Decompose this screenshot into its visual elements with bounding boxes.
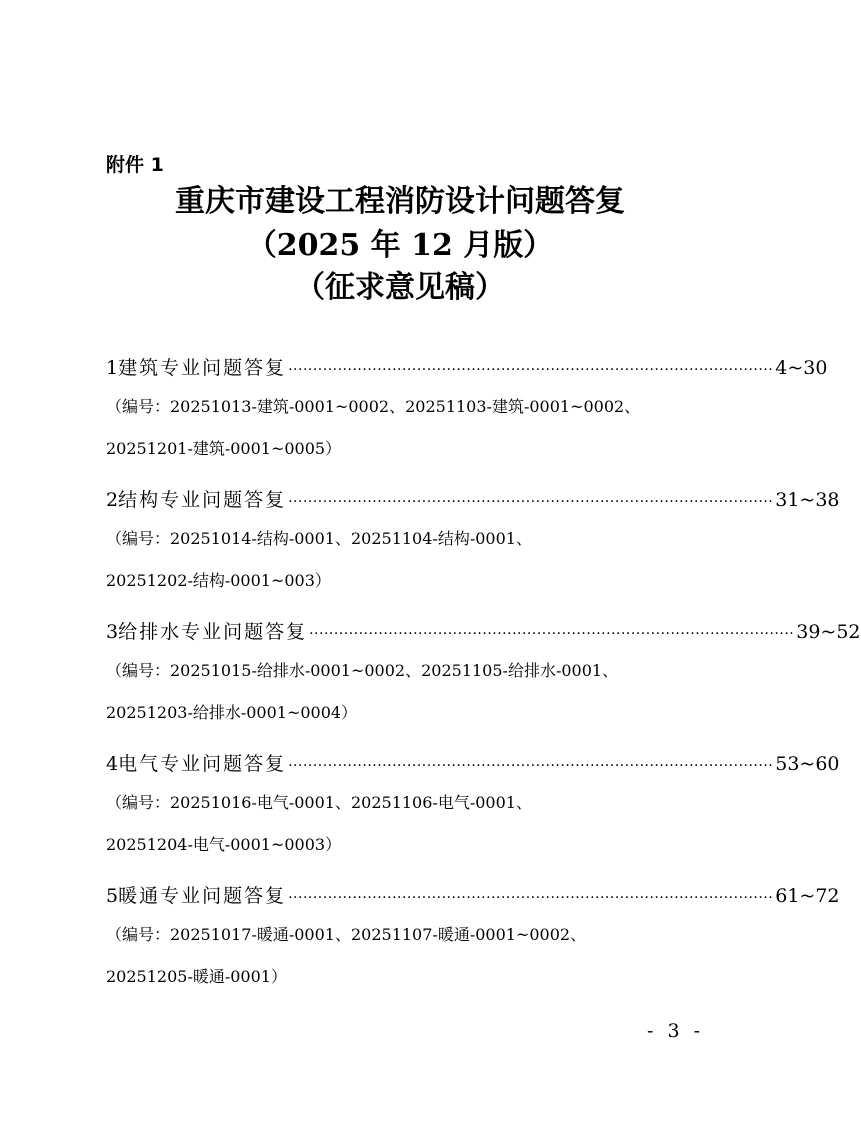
toc-entry-number: 4 — [106, 753, 119, 775]
toc-entry-number: 5 — [106, 885, 119, 907]
leader-dots: ·································································································· — [288, 362, 774, 378]
toc-entry-number: 2 — [106, 489, 119, 511]
page-number: - 3 - — [646, 1020, 704, 1042]
document-title: 重庆市建设工程消防设计问题答复 — [175, 184, 625, 219]
toc-entry-code-line: （编号：20251014-结构-0001、20251104-结构-0001、 — [106, 529, 532, 548]
toc-entry-code-line: （编号：20251013-建筑-0001~0002、20251103-建筑-0001~0002、 — [106, 397, 641, 416]
attachment-label: 附件 1 — [106, 154, 164, 176]
toc-entry-code-line: （编号：20251016-电气-0001、20251106-电气-0001、 — [106, 793, 532, 812]
table-of-contents-2 — [106, 482, 840, 602]
document-version: （2025 年 12 月版） — [246, 228, 554, 263]
toc-entry-code-line: （编号：20251017-暖通-0001、20251107-暖通-0001~0002、 — [106, 925, 587, 944]
toc-entry-heading: 建筑专业问题答复 — [118, 357, 287, 379]
toc-entry-code-line: 20251202-结构-0001~003） — [106, 571, 331, 590]
toc-entry-number: 3 — [106, 621, 119, 643]
toc-entry-heading: 暖通专业问题答复 — [118, 885, 287, 907]
toc-entry-hvac — [106, 878, 840, 998]
leader-dots: ·································································································· — [309, 626, 795, 642]
toc-entry-pages: 61~72 — [775, 885, 840, 907]
leader-dots: ·································································································· — [288, 494, 774, 510]
toc-entry-number: 1 — [106, 357, 119, 379]
leader-dots: ·································································································· — [288, 758, 774, 774]
toc-entry-heading: 给排水专业问题答复 — [118, 621, 308, 643]
document-status: （征求意见稿） — [295, 270, 505, 305]
toc-entry-pages: 39~52 — [796, 621, 861, 643]
toc-entry-code-line: 20251203-给排水-0001~0004） — [106, 703, 358, 722]
toc-entry-heading: 电气专业问题答复 — [118, 753, 287, 775]
table-of-contents-5 — [106, 878, 840, 998]
toc-entry-code-line: 20251204-电气-0001~0003） — [106, 835, 342, 854]
toc-entry-heading: 结构专业问题答复 — [118, 489, 287, 511]
toc-entry-plumbing — [106, 614, 861, 734]
toc-entry-structure — [106, 482, 840, 602]
toc-entry-pages: 31~38 — [775, 489, 840, 511]
table-of-contents-3 — [106, 614, 861, 734]
toc-entry-code-line: 20251205-暖通-0001） — [106, 967, 287, 986]
toc-entry-architecture — [106, 350, 828, 470]
toc-entry-pages: 4~30 — [775, 357, 828, 379]
table-of-contents — [106, 350, 828, 470]
toc-entry-code-line: （编号：20251015-给排水-0001~0002、20251105-给排水-0001、 — [106, 661, 619, 680]
toc-entry-pages: 53~60 — [775, 753, 840, 775]
leader-dots: ·································································································· — [288, 890, 774, 906]
toc-entry-code-line: 20251201-建筑-0001~0005） — [106, 439, 342, 458]
toc-entry-electrical — [106, 746, 840, 866]
table-of-contents-4 — [106, 746, 840, 866]
